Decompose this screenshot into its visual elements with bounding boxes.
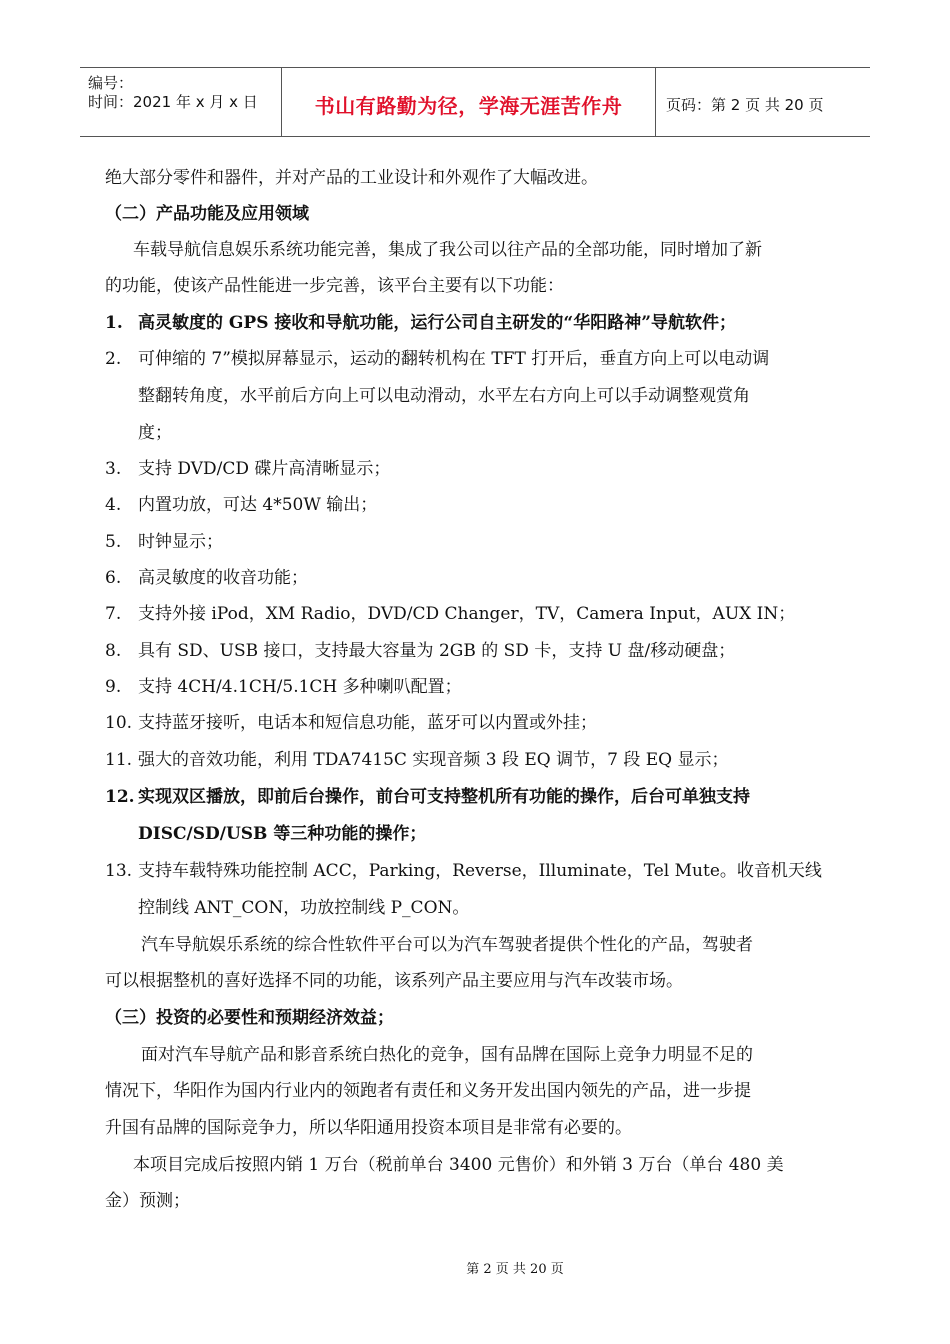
list-item: 3. 支持 DVD/CD 碟片高清晰显示； [105,459,391,479]
list-item: 6. 高灵敏度的收音功能； [105,568,308,588]
list-item-continuation: DISC/SD/USB 等三种功能的操作； [138,824,427,844]
list-item: 4. 内置功放，可达 4*50W 输出； [105,495,378,515]
paragraph-line: 汽车导航娱乐系统的综合性软件平台可以为汽车驾驶者提供个性化的产品，驾驶者 [141,935,753,955]
list-item: 2. 可伸缩的 7”模拟屏幕显示，运动的翻转机构在 TFT 打开后，垂直方向上可以电动调 [105,349,770,369]
list-item: 10. 支持蓝牙接听，电话本和短信息功能，蓝牙可以内置或外挂； [105,713,597,733]
list-item: 8. 具有 SD、USB 接口，支持最大容量为 2GB 的 SD 卡，支持 U 盘/移动硬盘； [105,641,736,661]
list-item: 9. 支持 4CH/4.1CH/5.1CH 多种喇叭配置； [105,677,462,697]
section-heading: （二）产品功能及应用领域 [105,204,309,224]
page-footer: 第 2 页 共 20 页 [466,1262,564,1277]
list-item-continuation: 整翻转角度，水平前后方向上可以电动滑动，水平左右方向上可以手动调整观赏角 [138,386,750,406]
list-item: 1. 高灵敏度的 GPS 接收和导航功能，运行公司自主研发的“华阳路神”导航软件； [105,313,736,333]
paragraph-line: 情况下，华阳作为国内行业内的领跑者有责任和义务开发出国内领先的产品，进一步提 [105,1081,751,1101]
paragraph-line: 金）预测； [105,1191,190,1211]
list-item: 5. 时钟显示； [105,532,223,552]
paragraph-line: 升国有品牌的国际竞争力，所以华阳通用投资本项目是非常有必要的。 [105,1118,632,1138]
paragraph-line: 绝大部分零件和器件，并对产品的工业设计和外观作了大幅改进。 [105,168,598,188]
paragraph-line: 面对汽车导航产品和影音系统白热化的竞争，国有品牌在国际上竞争力明显不足的 [141,1045,753,1065]
header-page-info: 页码：第 2 页 共 20 页 [666,95,824,114]
page-header [80,67,870,137]
list-item-continuation: 控制线 ANT_CON，功放控制线 P_CON。 [138,898,470,918]
paragraph-line: 车载导航信息娱乐系统功能完善，集成了我公司以往产品的全部功能，同时增加了新 [133,240,762,260]
list-item: 13. 支持车载特殊功能控制 ACC，Parking，Reverse，Illuminate，Tel Mute。收音机天线 [105,861,822,881]
list-item-continuation: 度； [138,423,172,443]
header-motto: 书山有路勤为径，学海无涯苦作舟 [282,68,656,136]
paragraph-line: 本项目完成后按照内销 1 万台（税前单台 3400 元售价）和外销 3 万台（单台 480 美 [133,1155,784,1175]
doc-number-label: 编号： [88,74,134,92]
section-heading: （三）投资的必要性和预期经济效益； [105,1008,394,1028]
list-item: 7. 支持外接 iPod，XM Radio，DVD/CD Changer，TV，Camera Input，AUX IN； [105,604,796,624]
paragraph-line: 的功能，使该产品性能进一步完善，该平台主要有以下功能： [105,276,564,296]
paragraph-line: 可以根据整机的喜好选择不同的功能，该系列产品主要应用与汽车改装市场。 [105,971,683,991]
header-meta [80,68,282,136]
list-item: 11. 强大的音效功能，利用 TDA7415C 实现音频 3 段 EQ 调节，7 段 EQ 显示； [105,750,729,770]
list-item: 12. 实现双区播放，即前后台操作，前台可支持整机所有功能的操作，后台可单独支持 [105,787,750,807]
doc-date-label: 时间：2021 年 x 月 x 日 [88,93,258,111]
